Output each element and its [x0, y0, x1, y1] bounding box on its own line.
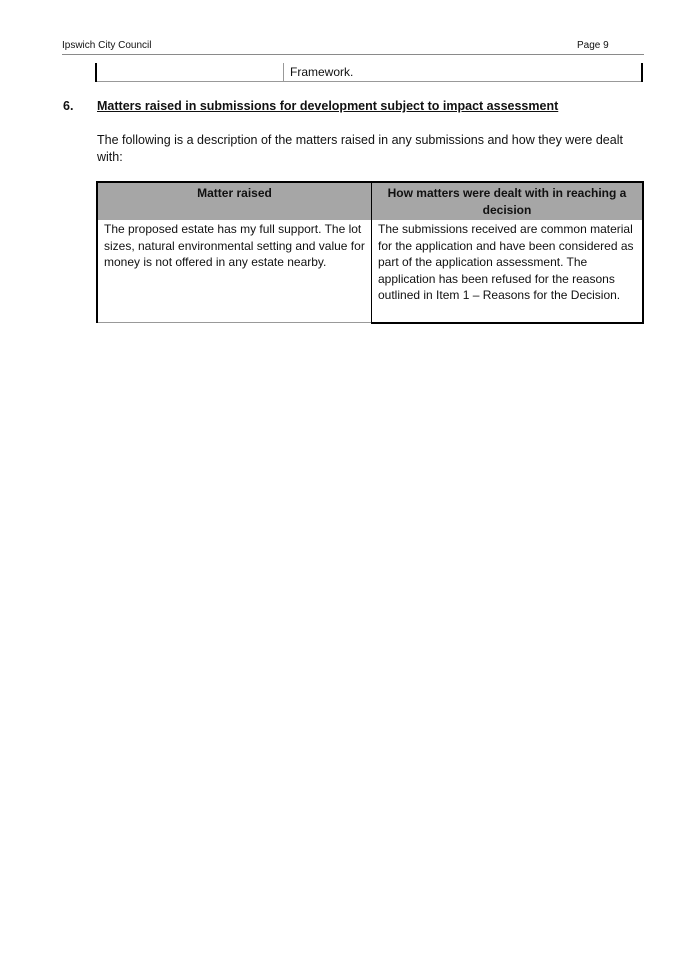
response-cell: The submissions received are common material for the application and have been considered as part of the application assessment. The application has been refused for the reasons outlined in Item 1 – Reasons for the Decision.: [372, 220, 644, 323]
section-number: 6.: [63, 99, 74, 113]
table-row: [97, 220, 643, 323]
column-header-matter: Matter raised: [97, 182, 372, 220]
page-header: [62, 40, 644, 54]
table-row: [96, 63, 642, 82]
page-number: Page 9: [577, 40, 609, 51]
submissions-table: [96, 181, 644, 324]
table-cell: Framework.: [284, 63, 643, 82]
table-header-row: [97, 182, 643, 220]
table-cell: [96, 63, 284, 82]
column-header-response: How matters were dealt with in reaching a decision: [372, 182, 644, 220]
organisation-name: Ipswich City Council: [62, 40, 152, 51]
matter-cell: The proposed estate has my full support. The lot sizes, natural environmental setting and value for money is not offered in any estate nearby.: [97, 220, 372, 323]
header-divider: [62, 54, 644, 55]
section-heading: Matters raised in submissions for development subject to impact assessment: [97, 99, 559, 113]
section-intro: The following is a description of the matters raised in any submissions and how they were dealt with:: [97, 133, 623, 164]
continued-table: [95, 63, 643, 82]
